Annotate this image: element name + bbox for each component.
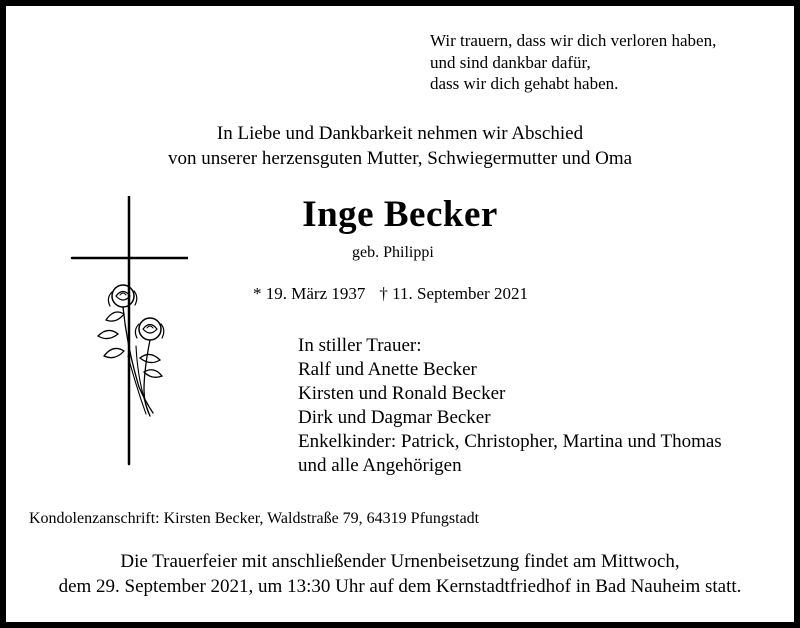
condolence-address: Kondolenzanschrift: Kirsten Becker, Waldstraße 79, 64319 Pfungstadt <box>29 510 480 527</box>
service-announcement <box>6 549 794 599</box>
poem-line: und sind dankbar dafür, <box>430 52 591 72</box>
intro-line: In Liebe und Dankbarkeit nehmen wir Abschied <box>216 123 584 144</box>
deceased-name: Inge Becker <box>302 194 498 235</box>
mourner-entry: Ralf und Anette Becker <box>298 359 477 380</box>
mourners-list <box>298 334 722 478</box>
service-line: dem 29. September 2021, um 13:30 Uhr auf dem Kernstadtfriedhof in Bad Nauheim statt. <box>58 576 742 597</box>
mourner-entry: Dirk und Dagmar Becker <box>298 407 491 428</box>
poem <box>430 30 716 95</box>
mourner-entry: Kirsten und Ronald Becker <box>298 383 506 404</box>
mourner-entry: und alle Angehörigen <box>298 455 462 476</box>
intro-line: von unserer herzensguten Mutter, Schwiegermutter und Oma <box>167 148 633 169</box>
mourner-entry: Enkelkinder: Patrick, Christopher, Martina und Thomas <box>298 431 722 452</box>
life-dates <box>253 284 528 304</box>
poem-line: dass wir dich gehabt haben. <box>430 74 619 93</box>
death-date: † 11. September 2021 <box>379 284 528 303</box>
maiden-name: geb. Philippi <box>352 244 434 261</box>
cross-with-roses-icon <box>68 196 188 472</box>
poem-line: Wir trauern, dass wir dich verloren haben, <box>430 31 717 50</box>
birth-date: * 19. März 1937 <box>253 284 366 303</box>
mourners-heading: In stiller Trauer: <box>298 335 422 356</box>
service-line: Die Trauerfeier mit anschließender Urnenbeisetzung findet am Mittwoch, <box>120 551 680 572</box>
